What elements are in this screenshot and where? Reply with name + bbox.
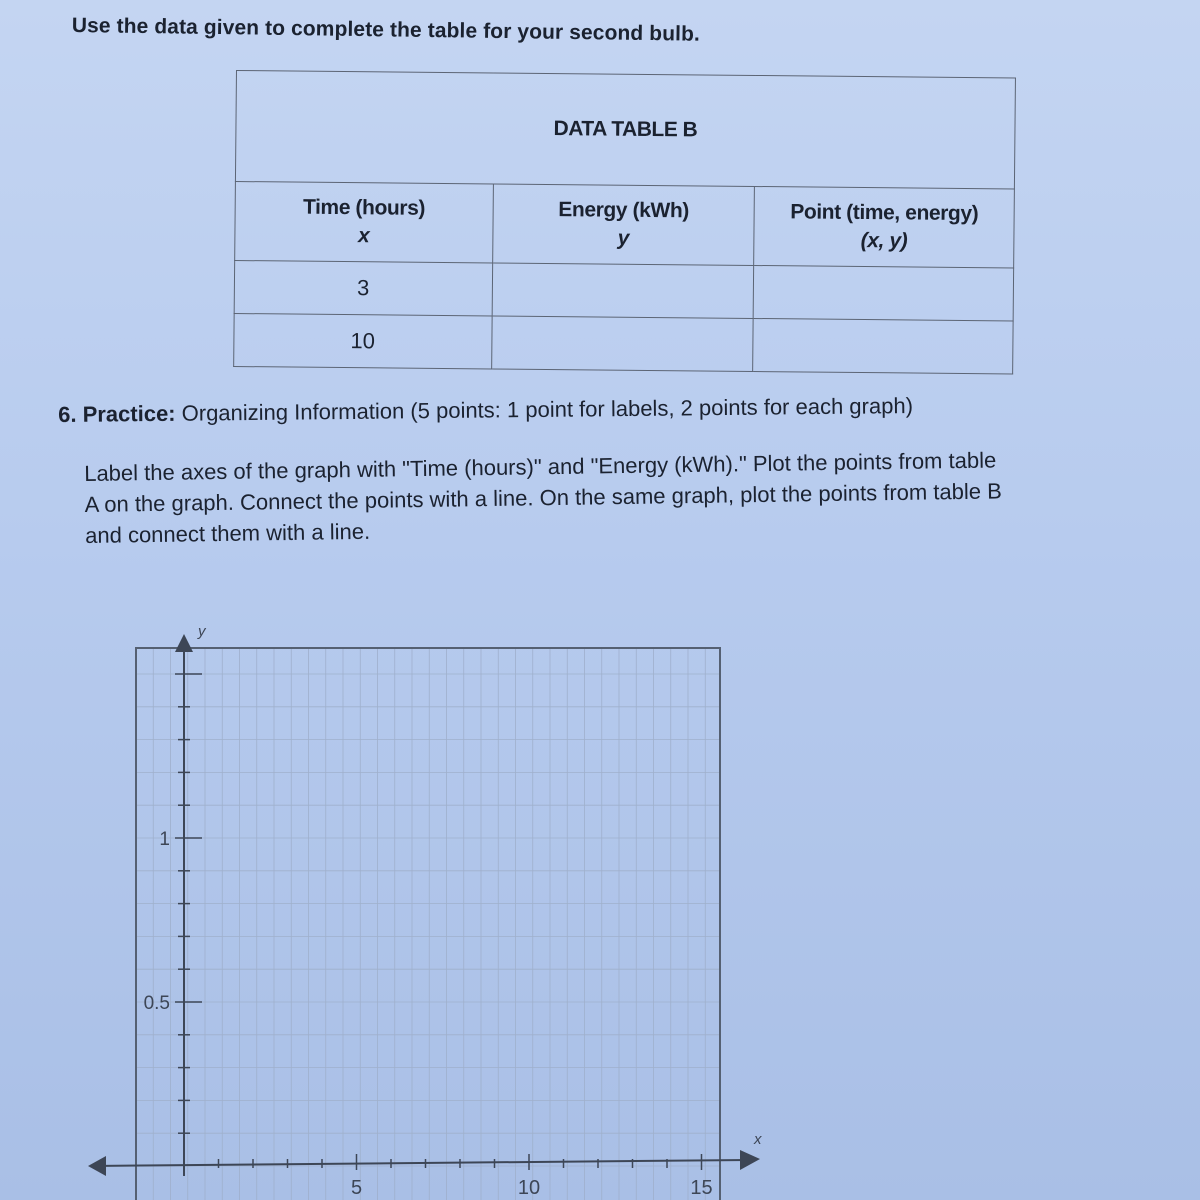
point-cell[interactable] <box>753 318 1013 373</box>
practice-number: 6. <box>58 401 77 427</box>
graph-ticks <box>175 674 702 1170</box>
y-axis-arrow <box>175 634 193 652</box>
x-axis-arrow-left <box>88 1156 106 1176</box>
y-tick-label: 1 <box>159 829 170 850</box>
header-time <box>235 181 493 262</box>
graph-axes <box>88 634 760 1176</box>
x-tick-label: 5 <box>350 1177 363 1199</box>
instruction-text: Use the data given to complete the table for your second bulb. <box>71 14 701 46</box>
y-tick-label: 0.5 <box>143 993 170 1014</box>
header-point <box>754 186 1014 267</box>
table-title: DATA TABLE B <box>235 71 1015 189</box>
time-cell: 3 <box>234 260 492 315</box>
header-energy <box>492 184 754 266</box>
x-axis-label: x <box>754 1131 762 1148</box>
energy-cell[interactable] <box>491 316 753 372</box>
header-point-label: Point (time, energy) <box>790 200 979 226</box>
practice-heading <box>58 393 913 428</box>
table-row <box>234 313 1013 373</box>
y-axis-label: y <box>198 623 206 640</box>
practice-label: Practice: <box>82 400 176 427</box>
table-row <box>234 260 1013 320</box>
header-time-label: Time (hours) <box>302 195 426 220</box>
directions-text <box>84 442 1195 551</box>
graph-grid <box>136 648 720 1200</box>
x-tick-label: 10 <box>517 1177 541 1199</box>
directions-line: and connect them with a line. <box>84 518 371 548</box>
time-cell: 10 <box>234 313 492 368</box>
directions-line: Label the axes of the graph with "Time (hours)" and "Energy (kWh)." Plot the points from table <box>84 447 997 486</box>
x-tick-label: 15 <box>690 1177 713 1199</box>
header-time-variable: x <box>357 224 370 248</box>
coordinate-graph[interactable] <box>0 600 1200 1200</box>
point-cell[interactable] <box>753 265 1013 320</box>
x-axis-arrow <box>740 1150 760 1170</box>
data-table-b <box>233 70 1016 374</box>
x-axis <box>92 1160 748 1166</box>
header-point-variable: (x, y) <box>860 229 908 253</box>
energy-cell[interactable] <box>492 263 754 319</box>
graph-border <box>136 648 720 1200</box>
practice-title: Organizing Information (5 points: 1 point for labels, 2 points for each graph) <box>181 393 914 426</box>
directions-line: A on the graph. Connect the points with a line. On the same graph, plot the points from table B <box>84 478 1003 517</box>
graph-labels <box>144 623 762 1199</box>
header-energy-variable: y <box>617 226 630 250</box>
header-energy-label: Energy (kWh) <box>558 198 690 223</box>
data-table-b-container <box>233 70 1016 374</box>
